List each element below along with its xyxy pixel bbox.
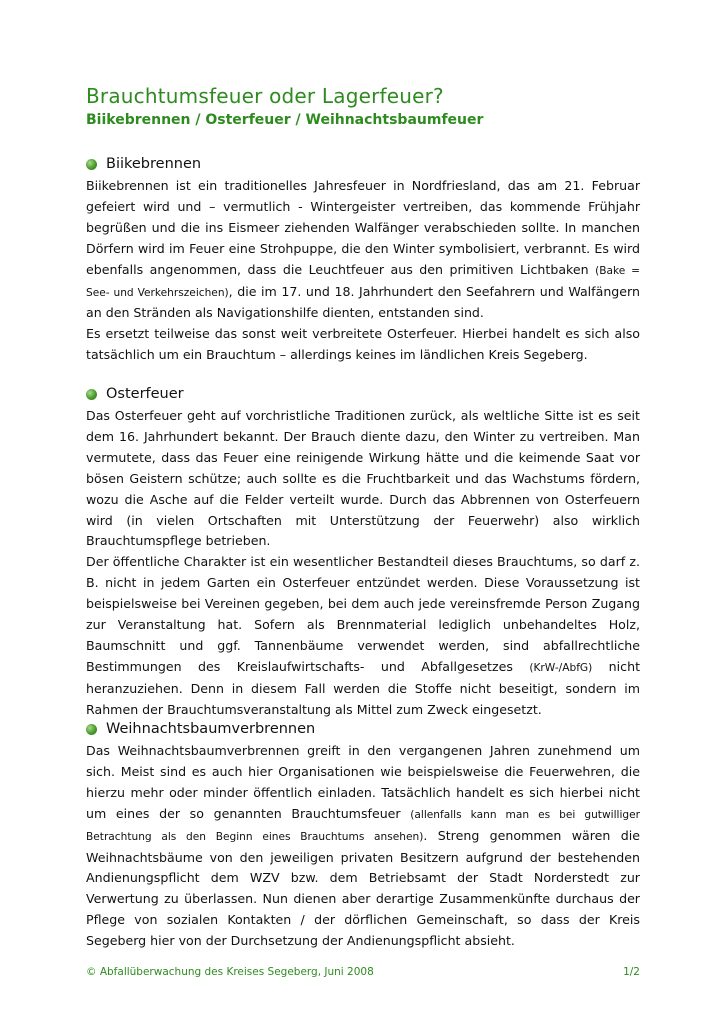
paragraph: Es ersetzt teilweise das sonst weit verbreitete Osterfeuer. Hierbei handelt es sich also tatsächlich um ein Brauchtum – allerdings keines im ländlichen Kreis Segeberg. — [86, 326, 640, 363]
section-title: Biikebrennen — [106, 156, 202, 172]
green-bullet-icon — [86, 389, 97, 400]
paragraph-text: Das Weihnachtsbaumverbrennen greift in den vergangenen Jahren zunehmend um sich. Meist sind es auch hier Organisationen wie beispielsweise die Feuerwehren, die hierzu mehr oder minder öffentlich einladen. Tatsächlich handelt es sich hierbei nicht um eines der so genannten Brauchtumsfeuer — [86, 743, 640, 821]
paragraph — [86, 552, 640, 720]
section-body — [86, 406, 640, 721]
paragraph-note: (Bake = See- und Verkehrszeichen) — [86, 264, 640, 299]
section-biikebrennen — [86, 154, 640, 366]
paragraph-note: (allenfalls kann man es bei gutwilliger Betrachtung als den Beginn eines Brauchtums ansehen) — [86, 808, 640, 843]
paragraph-text: Der öffentliche Charakter ist ein wesentlicher Bestandteil dieses Brauchtums, so darf z. B. nicht in jedem Garten ein Osterfeuer entzündet werden. Diese Voraussetzung ist beispielsweise bei Vereinen gegeben, bei dem auch jede vereinsfremde Person Zugang zur Veranstaltung hat. Sofern als Brennmaterial lediglich unbehandeltes Holz, Baumschnitt und ggf. Tannenbäume verwendet werden, sind abfallrechtliche Bestimmungen des Kreislaufwirtschafts- und Abfallgesetzes — [86, 554, 640, 674]
page-subtitle: Biikebrennen / Osterfeuer / Weihnachtsbaumfeuer — [86, 112, 484, 128]
page-number: 1/2 — [623, 966, 640, 978]
paragraph-note: (KrW-/AbfG) — [529, 661, 593, 674]
section-title: Osterfeuer — [106, 386, 184, 402]
section-heading — [86, 719, 640, 739]
section-osterfeuer — [86, 384, 640, 721]
page-footer — [86, 966, 640, 978]
section-title: Weihnachtsbaumverbrennen — [106, 721, 316, 737]
section-body — [86, 176, 640, 366]
paragraph-text: . Streng genommen wären die Weihnachtsbäume von den jeweiligen privaten Besitzern aufgrund der bestehenden Andienungspflicht dem WZV bzw. dem Betriebsamt der Stadt Norderstedt zur Verwertung zu überlassen. Nun dienen aber derartige Zusammenkünfte durchaus der Pflege von sozialen Kontakten / der dörflichen Gemeinschaft, so dass der Kreis Segeberg hier von der Durchsetzung der Andienungspflicht absieht. — [86, 827, 640, 949]
page-title: Brauchtumsfeuer oder Lagerfeuer? — [86, 84, 444, 108]
paragraph-text: Biikebrennen ist ein traditionelles Jahresfeuer in Nordfriesland, das am 21. Februar gefeiert wird und – vermutlich - Wintergeister vertreiben, das kommende Frühjahr begrüßen und die ins Eismeer ziehenden Walfänger verabschieden sollte. In manchen Dörfern wird im Feuer eine Strohpuppe, die den Winter symbolisiert, verbrannt. Es wird ebenfalls angenommen, dass die Leuchtfeuer aus den primitiven Lichtbaken — [86, 178, 640, 277]
footer-copyright: © Abfallüberwachung des Kreises Segeberg, Juni 2008 — [86, 966, 374, 978]
paragraph: Das Osterfeuer geht auf vorchristliche Traditionen zurück, als weltliche Sitte ist es seit dem 16. Jahrhundert bekannt. Der Brauch diente dazu, den Winter zu vertreiben. Man vermutete, dass das Feuer eine reinigende Wirkung hätte und die keimende Saat vor bösen Geistern schütze; auch sollte es die Fruchtbarkeit und das Wachstums fördern, wozu die Asche auf die Felder verteilt wurde. Durch das Abbrennen von Osterfeuern wird (in vielen Ortschaften mit Unterstützung der Feuerwehr) also wirklich Brauchtumspflege betrieben. — [86, 408, 640, 549]
section-heading — [86, 384, 640, 404]
green-bullet-icon — [86, 159, 97, 170]
section-weihnachtsbaumverbrennen — [86, 719, 640, 952]
section-heading — [86, 154, 640, 174]
green-bullet-icon — [86, 724, 97, 735]
section-body — [86, 741, 640, 952]
paragraph-text: , die im 17. und 18. Jahrhundert den Seefahrern und Walfängern an den Stränden als Navigationshilfe dienten, entstanden sind. — [86, 283, 640, 321]
paragraph-text: nicht heranzuziehen. Denn in diesem Fall werden die Stoffe nicht beseitigt, sondern im Rahmen der Brauchtumsveranstaltung als Mittel zum Zweck eingesetzt. — [86, 658, 641, 717]
